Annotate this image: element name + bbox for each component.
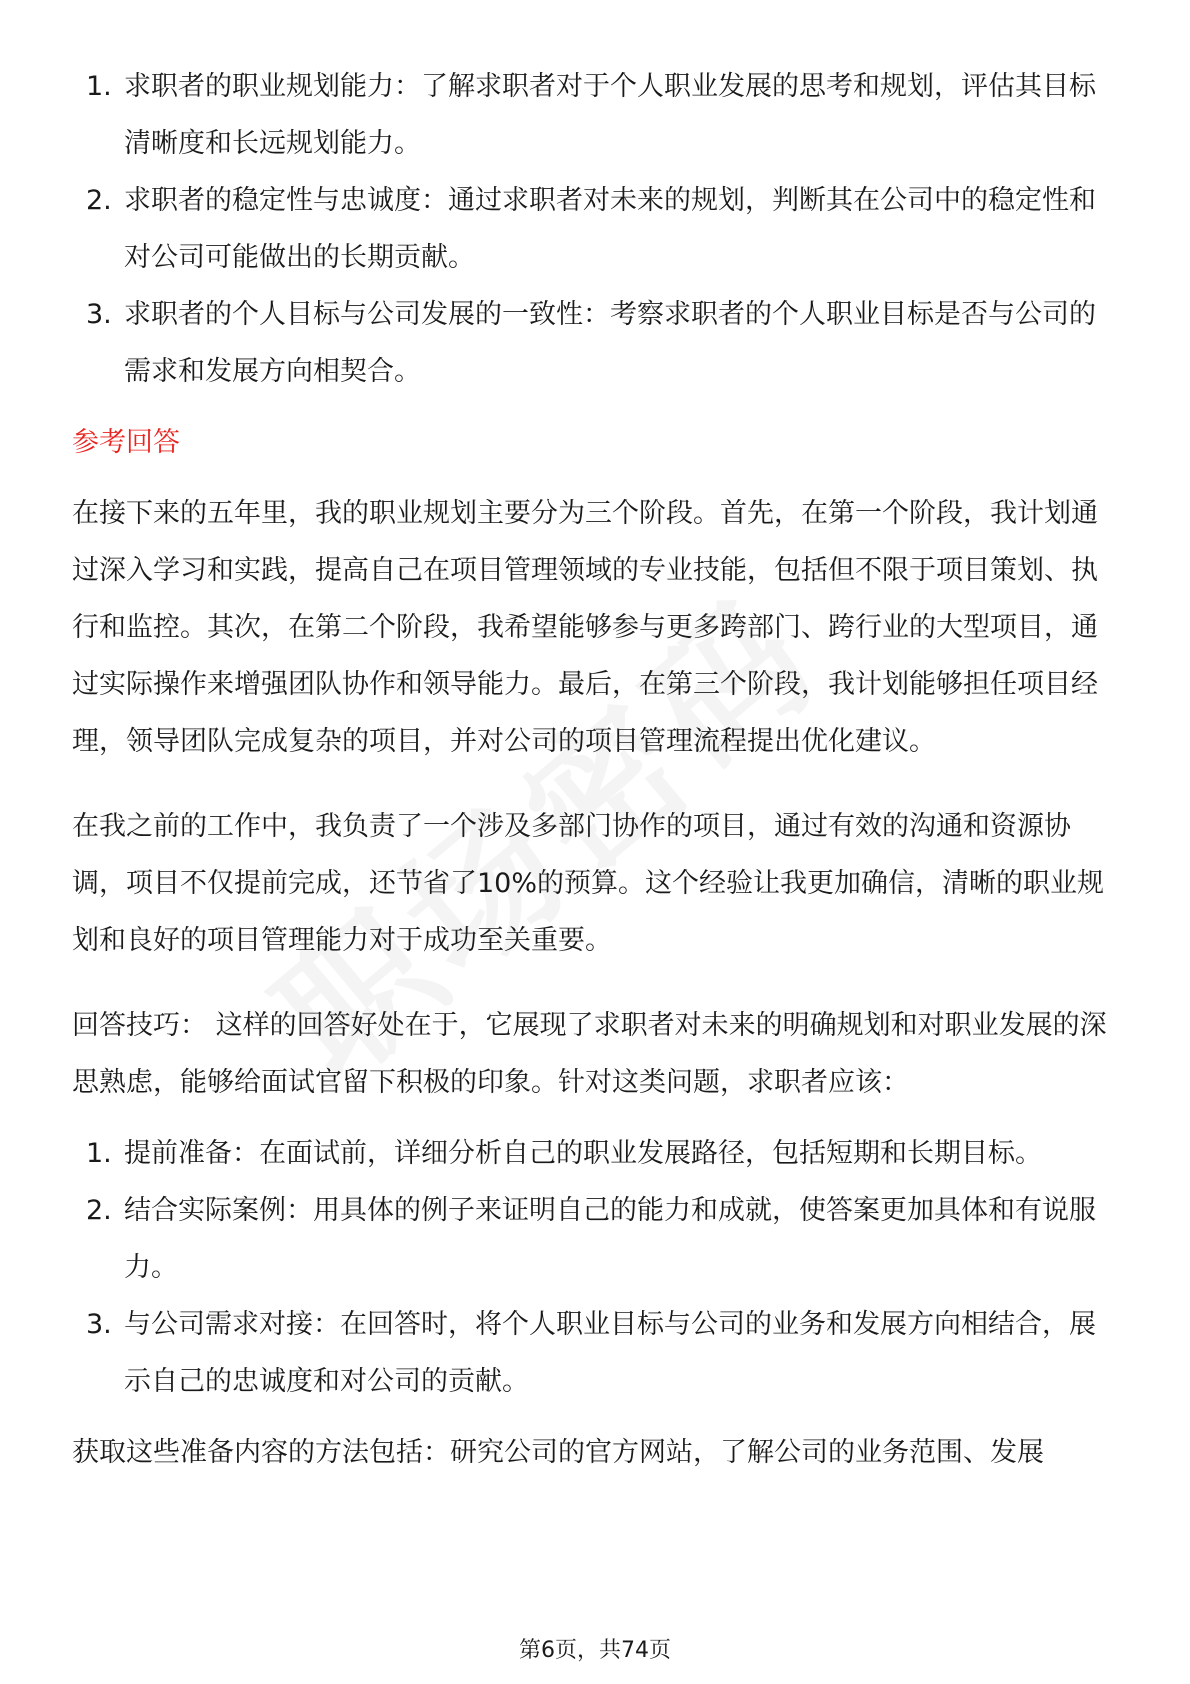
list-number: 1. [86,1138,112,1169]
list-item-text: 结合实际案例：用具体的例子来证明自己的能力和成就，使答案更加具体和有说服力。 [124,1195,1096,1283]
list-item [72,1182,1122,1296]
list-item [72,1296,1122,1410]
page-footer: 第6页，共74页 [519,1638,671,1663]
list-number: 3. [86,1309,112,1340]
list-item-text: 与公司需求对接：在回答时，将个人职业目标与公司的业务和发展方向相结合，展示自己的忠诚度和对公司的贡献。 [124,1309,1096,1397]
list-item [72,58,1122,172]
page-content [72,58,1122,1481]
list-item [72,286,1122,400]
list-item [72,1125,1122,1182]
tips-list [72,1125,1122,1410]
experience-paragraph: 在我之前的工作中，我负责了一个涉及多部门协作的项目，通过有效的沟通和资源协调，项目不仅提前完成，还节省了10%的预算。这个经验让我更加确信，清晰的职业规划和良好的项目管理能力对于成功至关重要。 [72,811,1105,956]
list-number: 2. [86,1195,112,1226]
methods-paragraph: 获取这些准备内容的方法包括：研究公司的官方网站，了解公司的业务范围、发展 [72,1437,1044,1468]
list-number: 1. [86,71,112,102]
assessment-points-list [72,58,1122,400]
list-item [72,172,1122,286]
list-item-text: 求职者的稳定性与忠诚度：通过求职者对未来的规划，判断其在公司中的稳定性和对公司可能做出的长期贡献。 [124,185,1096,273]
section-heading: 参考回答 [72,427,180,458]
list-item-text: 提前准备：在面试前，详细分析自己的职业发展路径，包括短期和长期目标。 [124,1138,1042,1169]
list-number: 2. [86,185,112,216]
list-item-text: 求职者的职业规划能力：了解求职者对于个人职业发展的思考和规划，评估其目标清晰度和长远规划能力。 [124,71,1096,159]
answer-paragraph: 在接下来的五年里，我的职业规划主要分为三个阶段。首先，在第一个阶段，我计划通过深入学习和实践，提高自己在项目管理领域的专业技能，包括但不限于项目策划、执行和监控。其次，在第二个阶段，我希望能够参与更多跨部门、跨行业的大型项目，通过实际操作来增强团队协作和领导能力。最后，在第三个阶段，我计划能够担任项目经理，领导团队完成复杂的项目，并对公司的项目管理流程提出优化建议。 [72,498,1098,757]
list-item-text: 求职者的个人目标与公司发展的一致性：考察求职者的个人职业目标是否与公司的需求和发展方向相契合。 [124,299,1096,387]
tips-paragraph: 回答技巧： 这样的回答好处在于，它展现了求职者对未来的明确规划和对职业发展的深思熟虑，能够给面试官留下积极的印象。针对这类问题，求职者应该： [72,1010,1107,1098]
list-number: 3. [86,299,112,330]
